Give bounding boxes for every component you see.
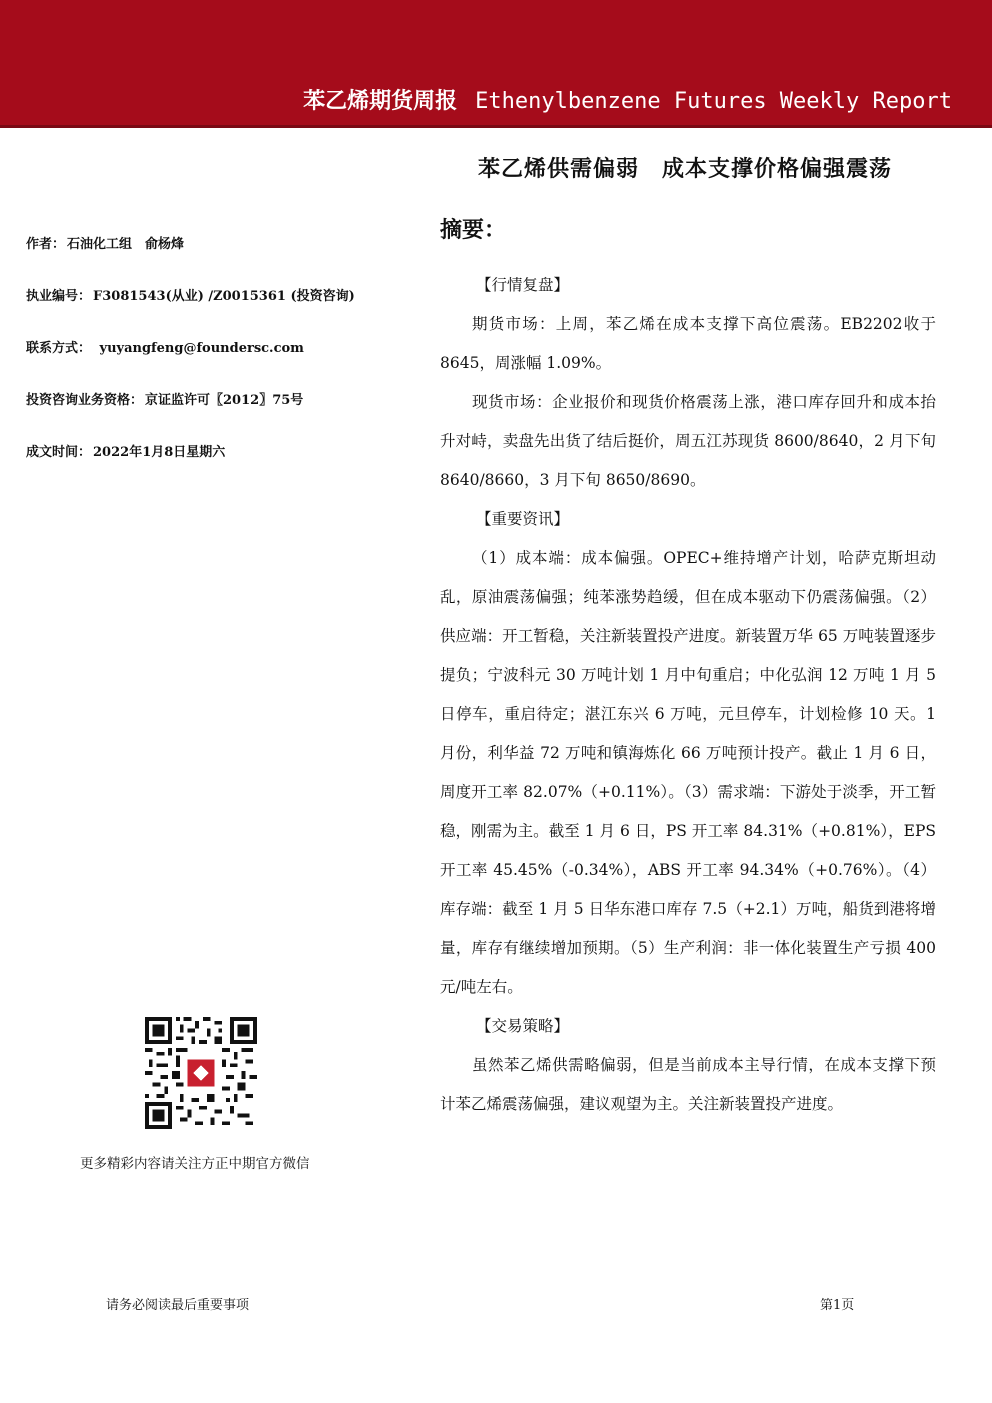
paragraph-key-news: （1）成本端：成本偏强。OPEC+维持增产计划，哈萨克斯坦动乱，原油震荡偏强；纯苯涨势趋缓，但在成本驱动下仍震荡偏强。（2）供应端：开工暂稳，关注新装置投产进度。新装置万华 65 万吨装置逐步提负；宁波科元 30 万吨计划 1 月中旬重启；中化弘润 12 万吨 1 月 5 日停车，重启待定；湛江东兴 6 万吨，元旦停车，计划检修 10 天。1 月份，利华益 72 万吨和镇海炼化 66 万吨预计投产。截止 1 月 6 日，周度开工率 82.07%（+0.11%）。（3）需求端：下游处于淡季，开工暂稳，刚需为主。截至 1 月 6 日，PS 开工率 84.31%（+0.81%），EPS 开工率 45.45%（-0.34%），ABS 开工率 94.34%（+0.76%）。（4）库存端：截至 1 月 5 日华东港口库存 7.5（+2.1）万吨，船货到港将增量，库存有继续增加预期。（5）生产利润：非一体化装置生产亏损 400 元/吨左右。: [440, 549, 936, 996]
section-heading-market-review: 【行情复盘】: [476, 276, 570, 294]
meta-key: 作者：: [26, 237, 66, 252]
abstract-body: [440, 266, 936, 1124]
meta-email[interactable]: yuyangfeng@foundersc.com: [86, 341, 304, 356]
abstract-heading: 摘要：: [440, 218, 507, 243]
qr-caption: 更多精彩内容请关注方正中期官方微信: [80, 1156, 310, 1172]
report-series-title: [303, 84, 952, 115]
meta-value: 2022年1月8日星期六: [93, 445, 226, 460]
meta-key: 成文时间：: [26, 445, 92, 460]
meta-key: 执业编号：: [26, 289, 92, 304]
section-heading-key-news: 【重要资讯】: [476, 510, 570, 528]
page-number: 第1页: [820, 1298, 855, 1313]
paragraph-spot-market: 现货市场：企业报价和现货价格震荡上涨，港口库存回升和成本抬升对峙，卖盘先出货了结后挺价，周五江苏现货 8600/8640，2 月下旬 8640/8660，3 月下旬 8650/8690。: [440, 393, 936, 489]
meta-author: [26, 233, 184, 252]
meta-value: 石油化工组 俞杨烽: [67, 237, 185, 252]
meta-key: 投资咨询业务资格：: [26, 393, 144, 408]
meta-value: 京证监许可〖2012〗75号: [145, 393, 304, 408]
wechat-qr-code-icon: [145, 1017, 257, 1129]
header-divider: [0, 125, 992, 128]
meta-value: F3081543(从业) /Z0015361 (投资咨询): [93, 289, 355, 304]
series-title-en: Ethenylbenzene Futures Weekly Report: [475, 89, 952, 114]
paragraph-trading-strategy: 虽然苯乙烯供需略偏弱，但是当前成本主导行情，在成本支撑下预计苯乙烯震荡偏强，建议观望为主。关注新装置投产进度。: [440, 1056, 936, 1113]
report-title: 苯乙烯供需偏弱 成本支撑价格偏强震荡: [478, 157, 893, 182]
meta-qualification: [26, 389, 303, 408]
paragraph-futures-market: 期货市场：上周，苯乙烯在成本支撑下高位震荡。EB2202收于 8645，周涨幅 1.09%。: [440, 315, 936, 372]
series-title-cn: 苯乙烯期货周报: [303, 89, 458, 114]
meta-date: [26, 441, 225, 460]
meta-license: [26, 285, 355, 304]
meta-contact: [26, 337, 304, 356]
section-heading-trading-strategy: 【交易策略】: [476, 1017, 570, 1035]
meta-key: 联系方式：: [26, 341, 85, 356]
footer-notice: 请务必阅读最后重要事项: [106, 1298, 250, 1313]
